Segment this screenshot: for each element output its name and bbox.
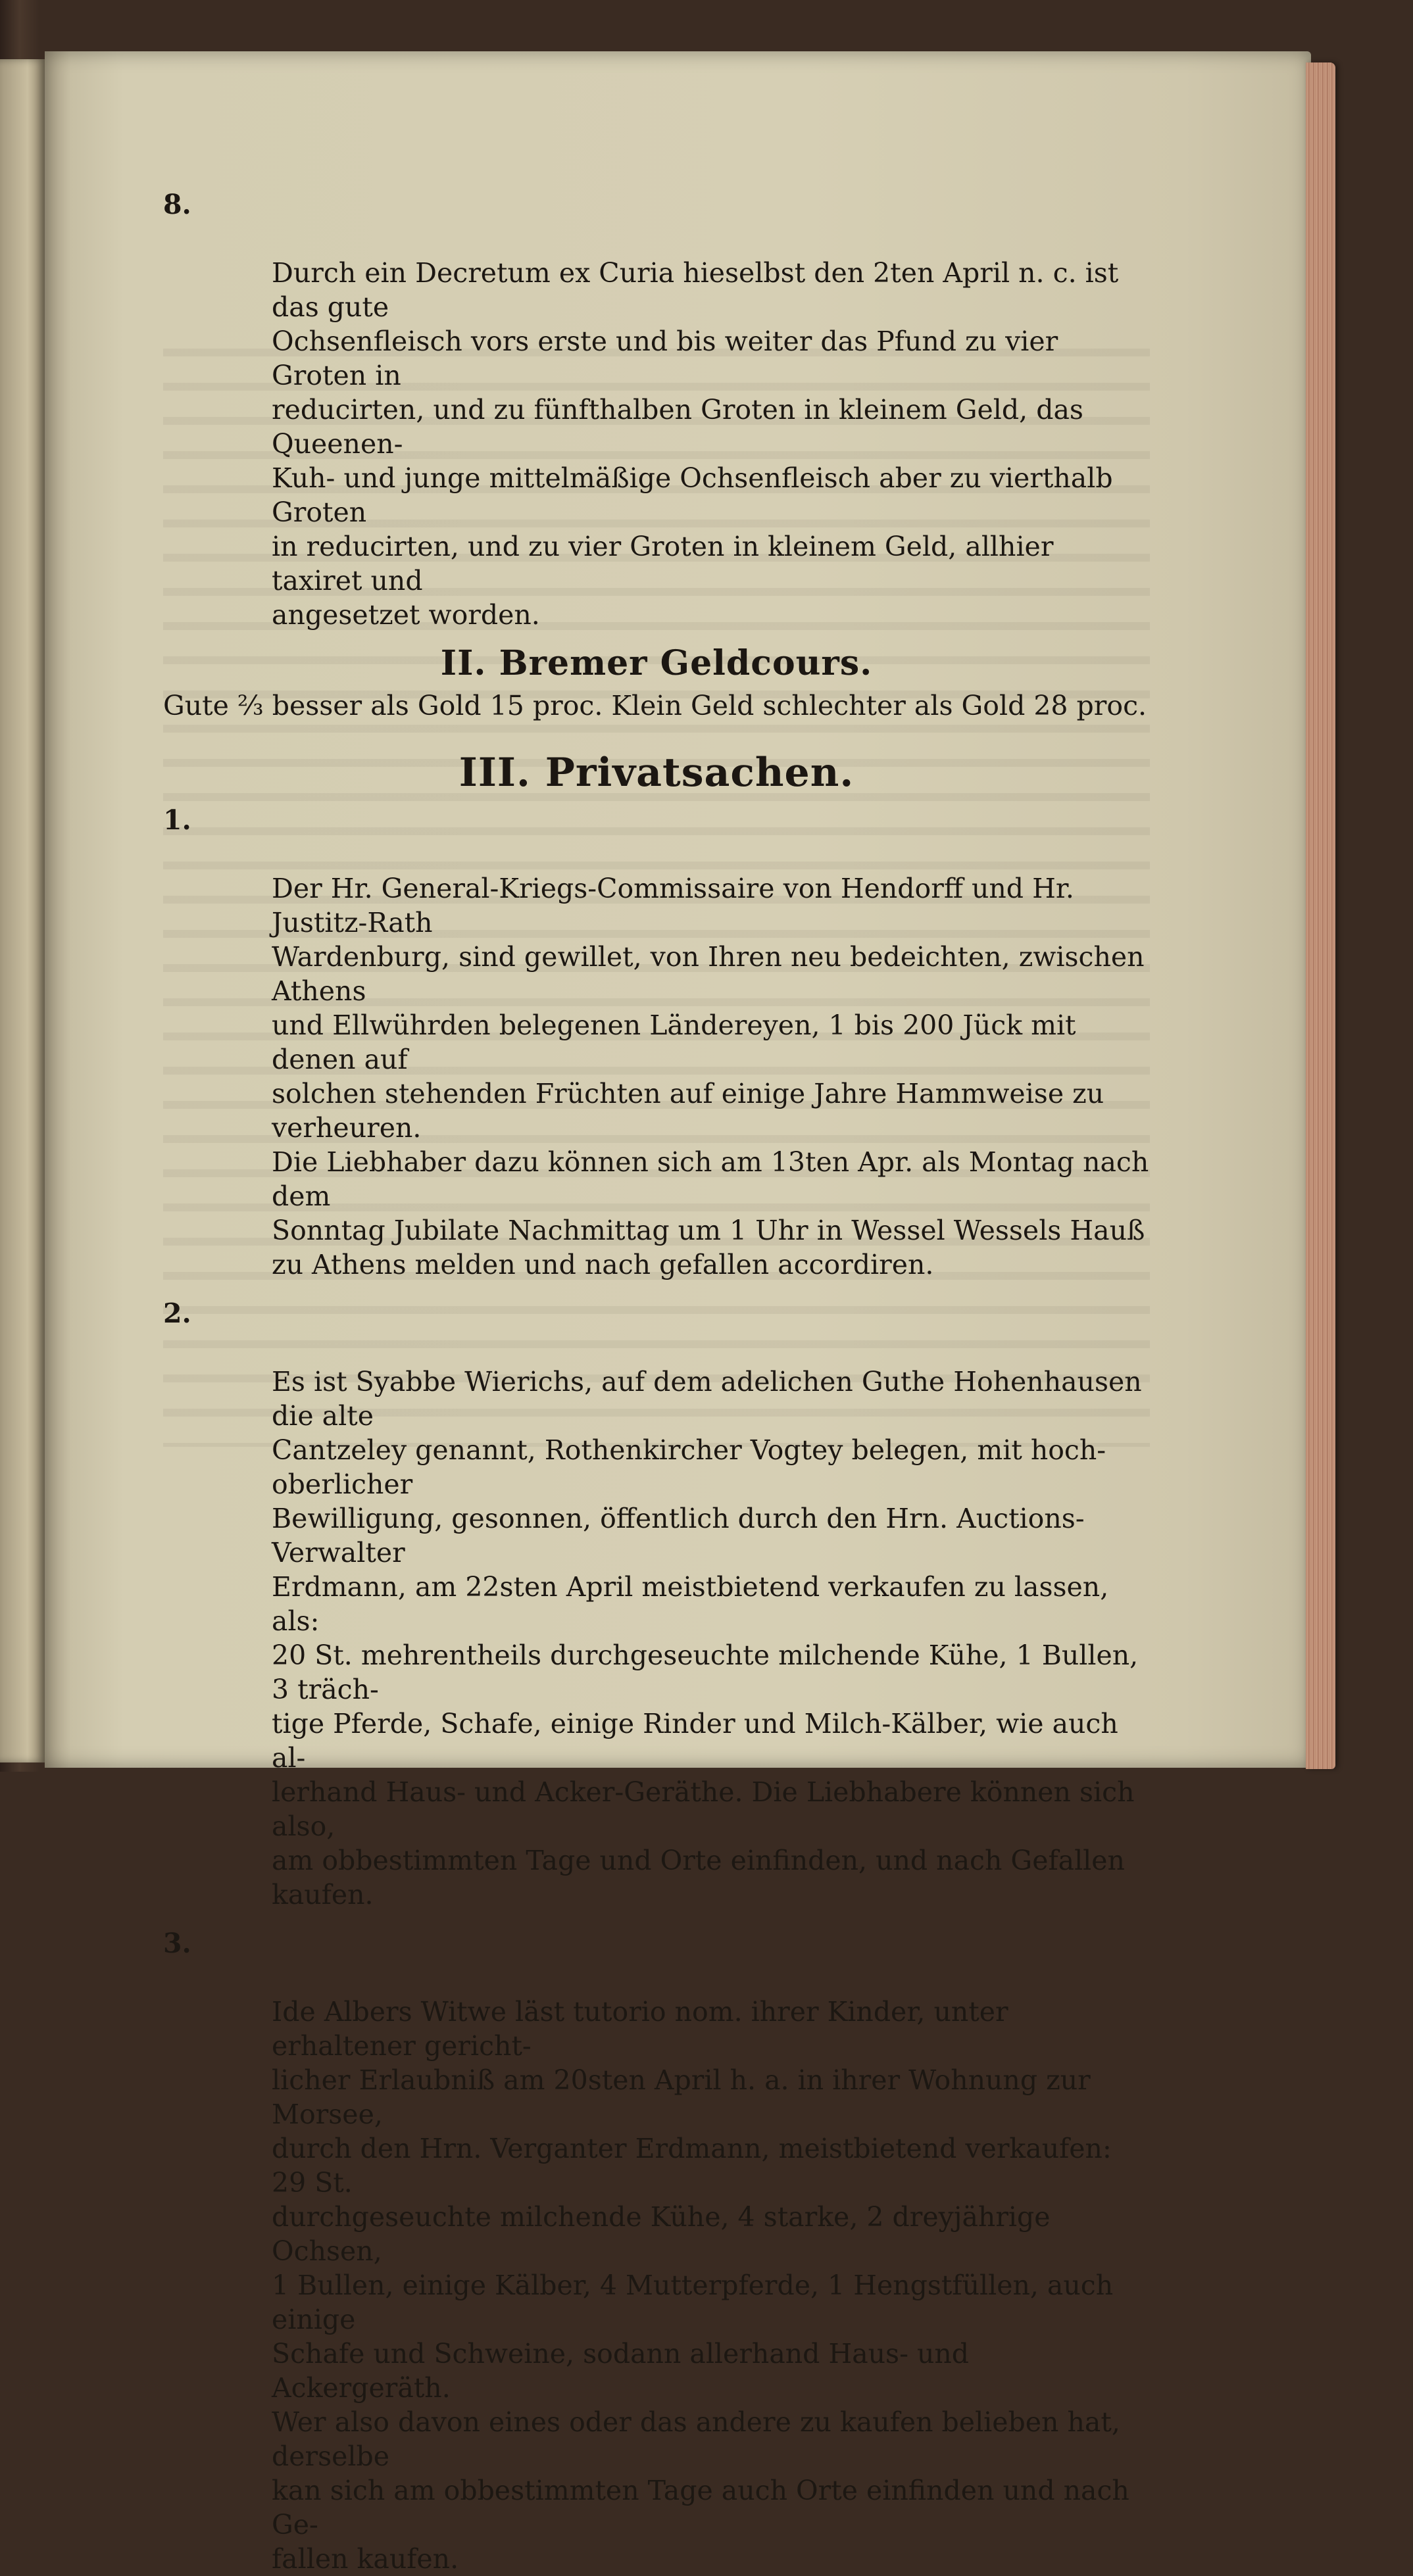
section-heading-privatsachen: III. Privatsachen. [459,750,855,796]
notice-number: 8. [163,189,191,220]
notice-body: Der Hr. General-Kriegs-Commissaire von Hendorff und Hr. Justitz-Rath Wardenburg, sind gewillet, von Ihren neu bedeichten, zwischen Athens und Ellwührden belegenen Ländereyen, 1 bis 200 Jück mit denen auf solchen stehenden Früchten auf einige Jahre Hammweise zu verheuren. Die Liebhaber dazu können sich am 13ten Apr. als Montag nach dem Sonntag Jubilate Nachmittag um 1 Uhr in Wessel Wessels Hauß zu Athens melden und nach gefallen accordiren. [272,873,1149,1280]
notice-1 [163,803,1150,1282]
notice-body: Durch ein Decretum ex Curia hieselbst den 2ten April n. c. ist das gute Ochsenfleisch vors erste und bis weiter das Pfund zu vier Groten in reducirten, und zu fünfthalben Groten in kleinem Geld, das Queenen- Kuh- und junge mittelmäßige Ochsenfleisch aber zu vierthalb Groten in reducirten, und zu vier Groten in kleinem Geld, allhier taxiret und angesetzet worden. [272,257,1119,631]
notice-3 [163,1926,1150,2576]
notice-8 [163,187,1150,632]
section-heading-bremer-geldcours: II. Bremer Geldcours. [440,643,873,683]
notice-number: 3. [163,1928,191,1959]
exchange-rates-line: Gute ⅔ besser als Gold 15 proc. Klein Geld schlechter als Gold 28 proc. [163,690,1147,721]
page-text-block [163,187,1150,2576]
notice-number: 2. [163,1298,191,1329]
notice-body: Es ist Syabbe Wierichs, auf dem adelichen Guthe Hohenhausen die alte Cantzeley genannt, Rothenkircher Vogtey belegen, mit hoch-oberlicher Bewilligung, gesonnen, öffentlich durch den Hrn. Auctions-Verwalter Erdmann, am 22sten April meistbietend verkaufen zu lassen, als: 20 St. mehrentheils durchgeseuchte milchende Kühe, 1 Bullen, 3 träch- tige Pferde, Schafe, einige Rinder und Milch-Kälber, wie auch al- lerhand Haus- und Acker-Geräthe. Die Liebhabere können sich also, am obbestimmten Tage und Orte einfinden, und nach Gefallen kaufen. [272,1366,1142,1910]
notice-body: Ide Albers Witwe läst tutorio nom. ihrer Kinder, unter erhaltener gericht- licher Erlaubniß am 20sten April h. a. in ihrer Wohnung zur Morsee, durch den Hrn. Verganter Erdmann, meistbietend verkaufen: 29 St. durchgeseuchte milchende Kühe, 4 starke, 2 dreyjährige Ochsen, 1 Bullen, einige Kälber, 4 Mutterpferde, 1 Hengstfüllen, auch einige Schafe und Schweine, sodann allerhand Haus- und Ackergeräth. Wer also davon eines oder das andere zu kaufen belieben hat, derselbe kan sich am obbestimmten Tage auch Orte einfinden und nach Ge- fallen kaufen. [272,1996,1129,2575]
notice-2 [163,1296,1150,1912]
facing-page-edge [0,59,46,1762]
page-stack-edge [1306,62,1335,1769]
notice-number: 1. [163,804,191,836]
